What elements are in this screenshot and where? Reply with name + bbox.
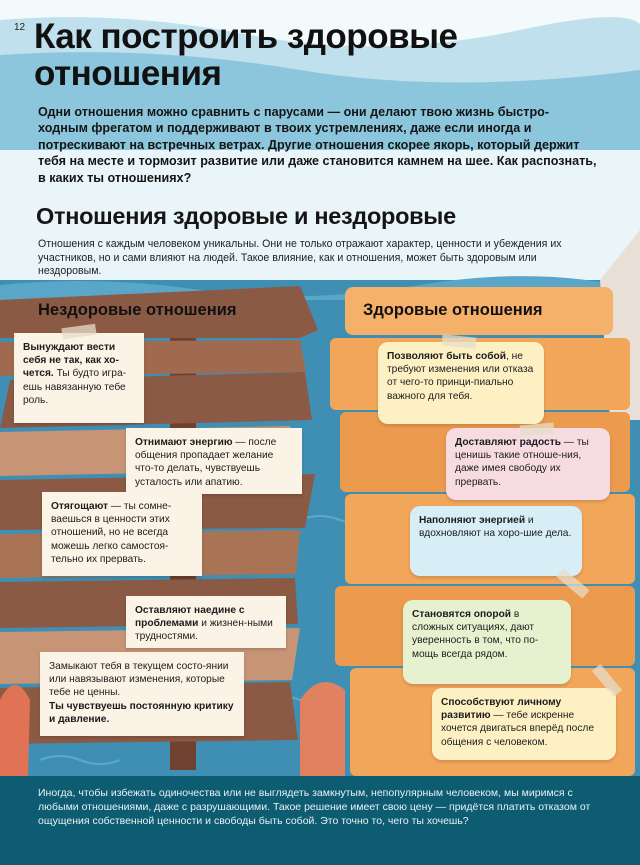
page-number: 12	[14, 22, 26, 33]
note-text: — ты ценишь такие отноше-ния, даже имея свободу их прервать.	[455, 437, 589, 488]
healthy-note-5	[432, 688, 616, 760]
unhealthy-note-2	[126, 428, 302, 494]
unhealthy-note-5	[40, 652, 244, 736]
page-title: Как построить здоровые отношения	[34, 17, 458, 93]
unhealthy-note-3	[42, 492, 202, 576]
unhealthy-note-1	[14, 333, 144, 423]
intro-paragraph: Одни отношения можно сравнить с парусами — они делают твою жизнь быстро-ходным фрегатом и поддерживают в твоих устремлениях, даже если иногда и потрескивают на встречных ветрах. Другие отношения скорее якорь, который держит тебя на месте и тормозит развитие или даже становится камнем на шее. Как распознать, в каких ты отношениях?	[38, 105, 597, 185]
footer-text: Иногда, чтобы избежать одиночества или не выглядеть замкнутым, непопулярным человеком, мы миримся с любыми отношениями, даже с разрушающими. Такое решение имеет свою цену — придётся платить отказом от ощущения собственной ценности и свободы быть собой. Это точно то, чего ты хочешь?	[38, 787, 591, 827]
note-bold: Отягощают	[51, 501, 109, 512]
note-bold: Отнимают энергию	[135, 437, 233, 448]
healthy-heading: Здоровые отношения	[363, 301, 543, 319]
healthy-note-4	[403, 600, 571, 684]
unhealthy-heading: Нездоровые отношения	[38, 301, 237, 319]
note-bold: Вынуждают вести себя не так, как хо-чется.	[23, 342, 119, 380]
note-bold: Позволяют быть собой	[387, 351, 506, 362]
note-text: и жизнен-ными трудностями.	[135, 618, 273, 643]
note-bold: Доставляют радость	[455, 437, 561, 448]
note-text: Замыкают тебя в текущем состо-янии или навязывают изменения, которые тебе не ценны.	[49, 661, 229, 699]
note-text: , не требуют изменения или отказа от чего-то принци-пиально важного для тебя.	[387, 351, 534, 402]
note-bold: Наполняют энергией	[419, 515, 526, 526]
note-text: — тебе искренне хочется двигаться вперёд после общения с человеком.	[441, 710, 595, 748]
note-text: в сложных ситуациях, дают уверенность в том, что по-мощь всегда рядом.	[412, 609, 539, 660]
note-bold: Оставляют наедине с проблемами	[135, 605, 245, 630]
healthy-note-1	[378, 342, 544, 424]
note-text: — ты сомне-ваешься в ценности этих отношений, но не всегда можешь легко самостоя-тельно их прервать.	[51, 501, 172, 565]
section-title: Отношения здоровые и нездоровые	[36, 203, 456, 229]
note-bold: Становятся опорой	[412, 609, 512, 620]
note-bold: Ты чувствуешь постоянную критику и давление.	[49, 700, 234, 725]
note-text: и вдохновляют на хоро-шие дела.	[419, 515, 572, 540]
note-bold: Способствуют личному развитию	[441, 697, 562, 722]
note-text: — после общения пропадает желание что-то делать, чувствуешь усталость или апатию.	[135, 437, 277, 488]
healthy-note-3	[410, 506, 582, 576]
unhealthy-note-4	[126, 596, 286, 648]
section-text: Отношения с каждым человеком уникальны. Они не только отражают характер, ценности и убеждения их участников, но и сами влияют на людей. Такое влияние, как и отношения, может быть здоровым или нездоровым.	[38, 238, 562, 278]
healthy-note-2	[446, 428, 610, 500]
note-text: Ты будто игра-ешь навязанную тебе роль.	[23, 368, 126, 406]
